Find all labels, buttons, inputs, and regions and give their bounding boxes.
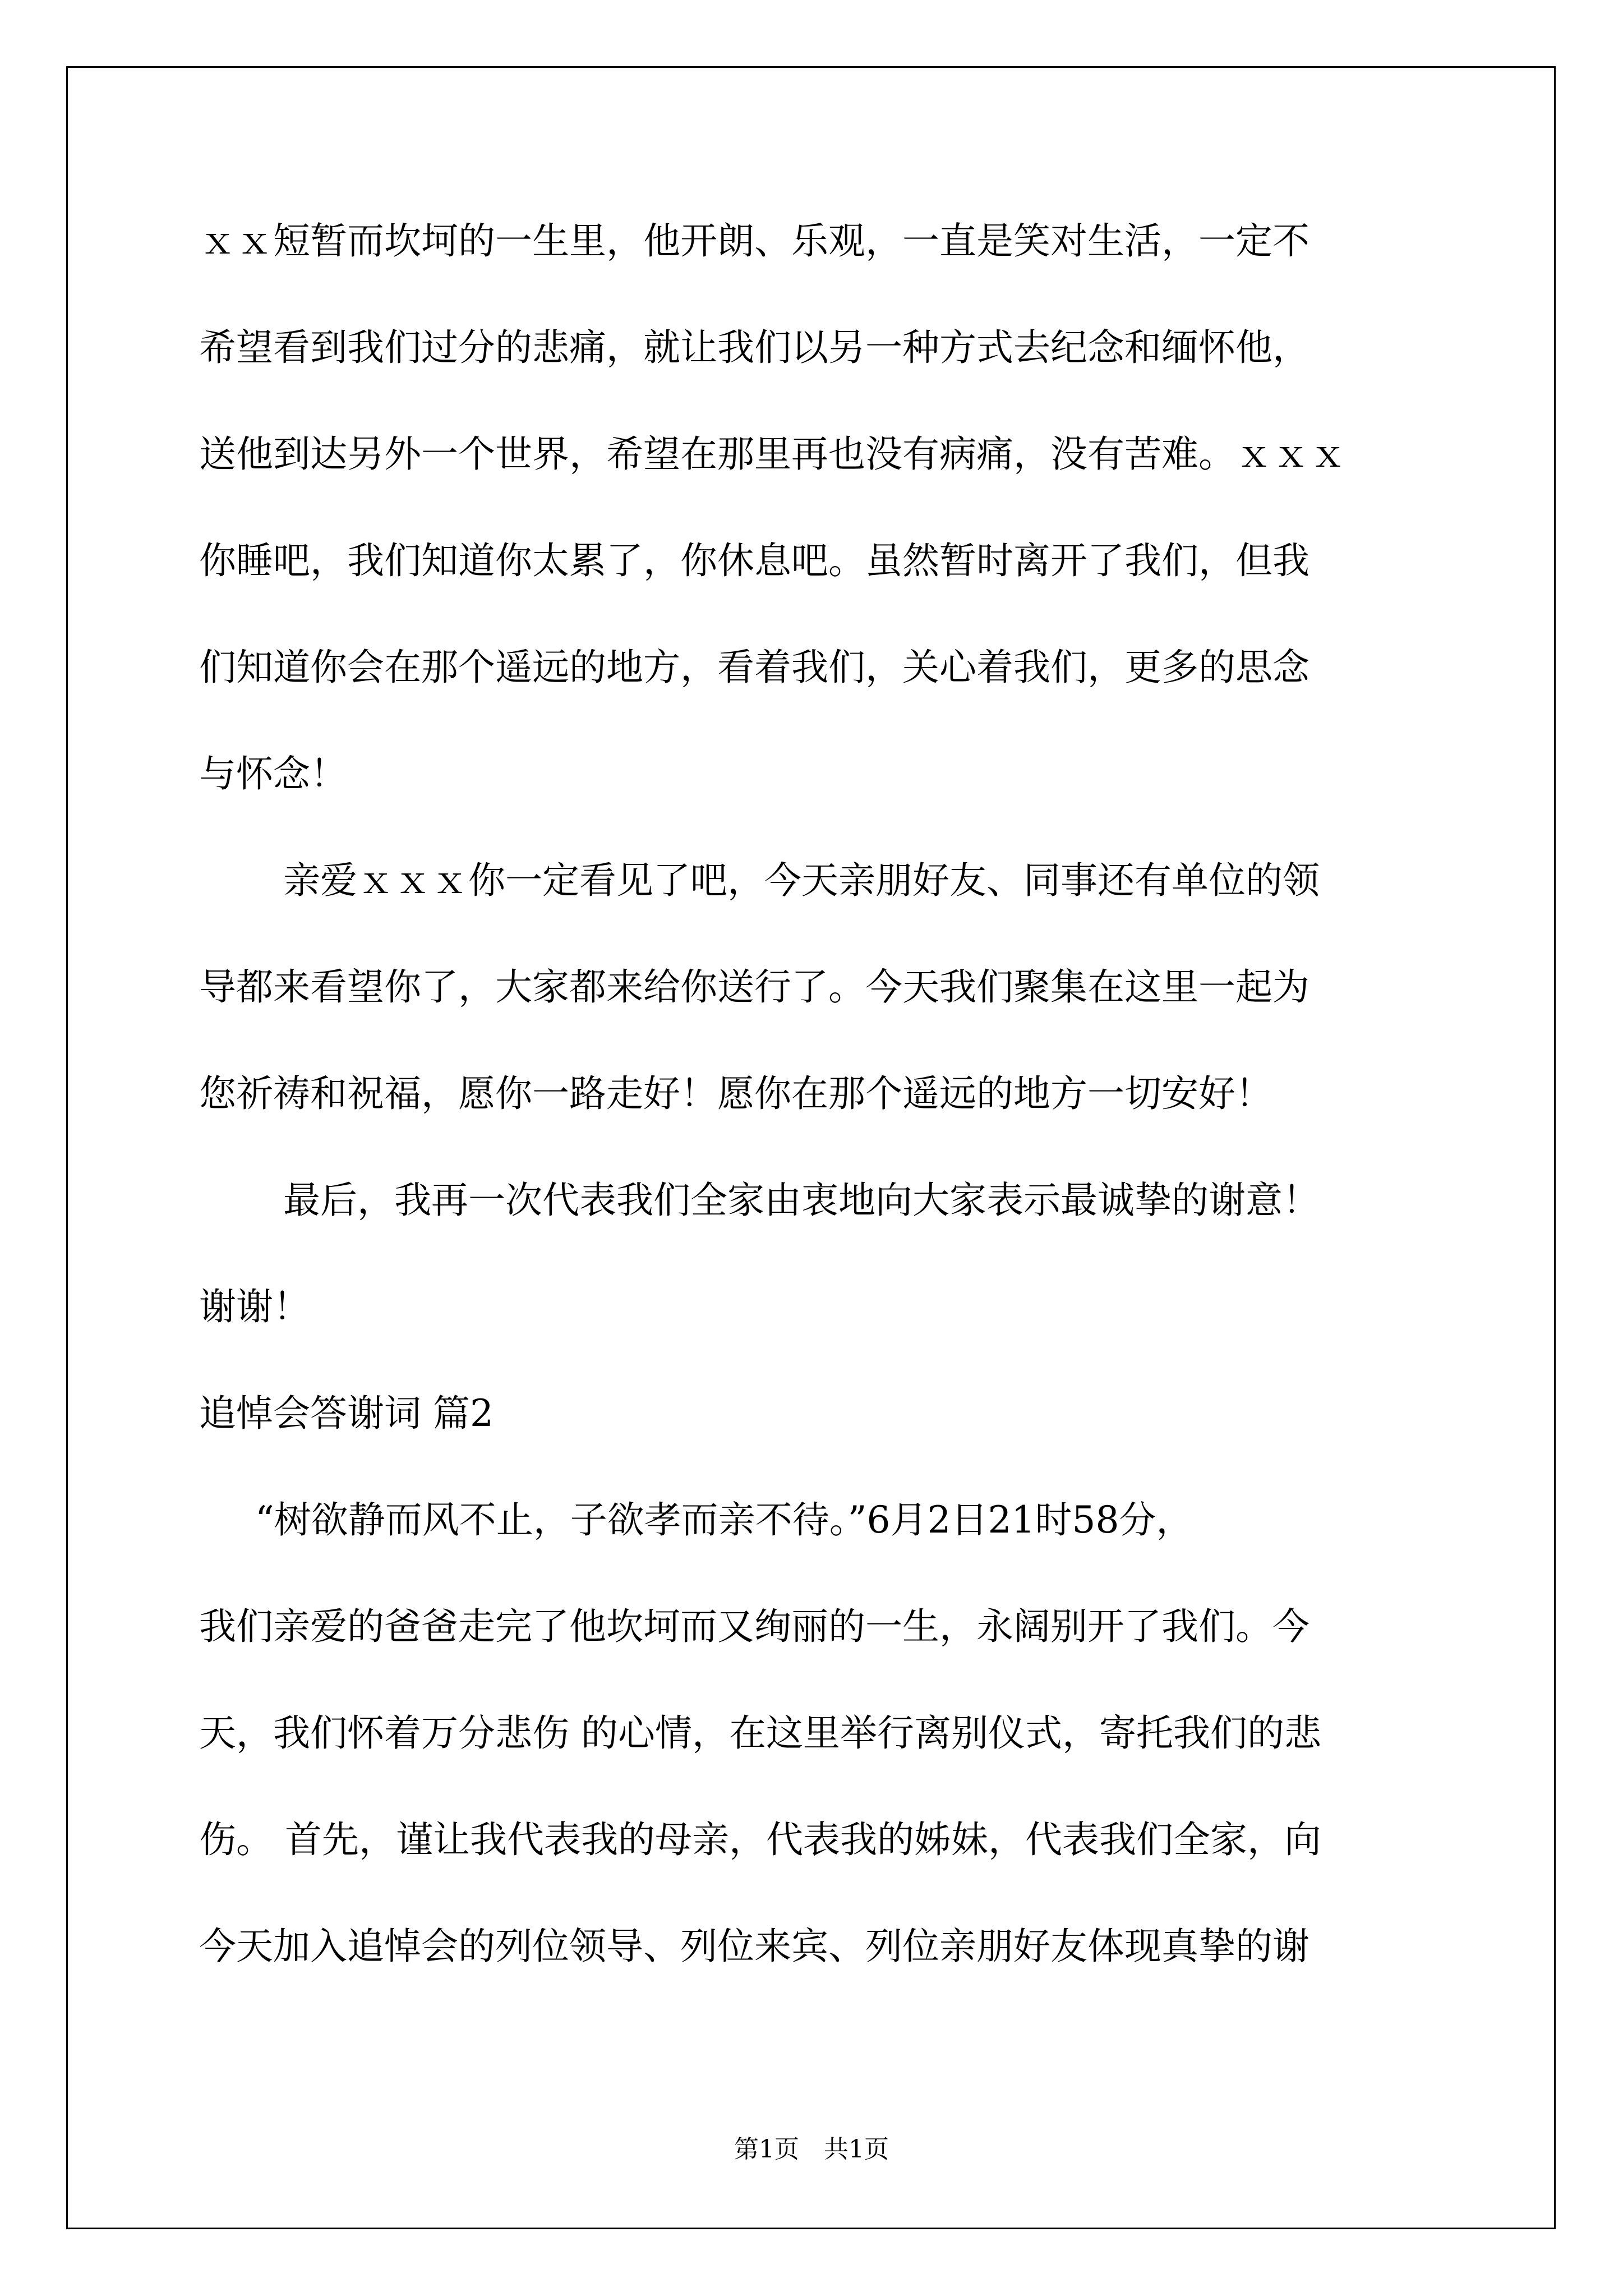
text-line: 亲爱ｘｘｘ你一定看见了吧，今天亲朋好友、同事还有单位的领 xyxy=(283,859,1320,902)
text-line: 您祈祷和祝福，愿你一路走好！愿你在那个遥远的地方一切安好！ xyxy=(199,1072,1272,1115)
text-line: 你睡吧，我们知道你太累了，你休息吧。虽然暂时离开了我们，但我 xyxy=(199,539,1310,582)
text-line: 导都来看望你了，大家都来给你送行了。今天我们聚集在这里一起为 xyxy=(199,965,1310,1009)
text-line: 们知道你会在那个遥远的地方，看着我们，关心着我们，更多的思念 xyxy=(199,646,1310,689)
text-line: 送他到达另外一个世界，希望在那里再也没有病痛，没有苦难。ｘｘｘ xyxy=(199,432,1347,476)
text-line: 最后，我再一次代表我们全家由衷地向大家表示最诚挚的谢意！ xyxy=(283,1179,1320,1222)
text-line: 我们亲爱的爸爸走完了他坎坷而又绚丽的一生，永阔别开了我们。今 xyxy=(199,1605,1310,1648)
text-line: 天，我们怀着万分悲伤 的心情，在这里举行离别仪式，寄托我们的悲 xyxy=(199,1711,1321,1755)
section-heading: 追悼会答谢词 篇2 xyxy=(199,1392,494,1435)
text-line: 今天加入追悼会的列位领导、列位来宾、列位亲朋好友体现真挚的谢 xyxy=(199,1925,1310,1968)
page-footer: 第1页 共1页 xyxy=(734,2135,889,2164)
text-line: 伤。 首先，谨让我代表我的母亲，代表我的姊妹，代表我们全家，向 xyxy=(199,1818,1321,1861)
text-line: “树欲静而风不止，子欲孝而亲不待。”6月2日21时58分， xyxy=(255,1498,1193,1542)
text-line: 谢谢！ xyxy=(199,1285,310,1328)
page-border xyxy=(66,66,1556,2229)
text-line: 希望看到我们过分的悲痛，就让我们以另一种方式去纪念和缅怀他， xyxy=(199,326,1310,369)
text-line: 与怀念！ xyxy=(199,752,347,795)
text-line: ｘｘ短暂而坎坷的一生里，他开朗、乐观，一直是笑对生活，一定不 xyxy=(199,219,1310,263)
